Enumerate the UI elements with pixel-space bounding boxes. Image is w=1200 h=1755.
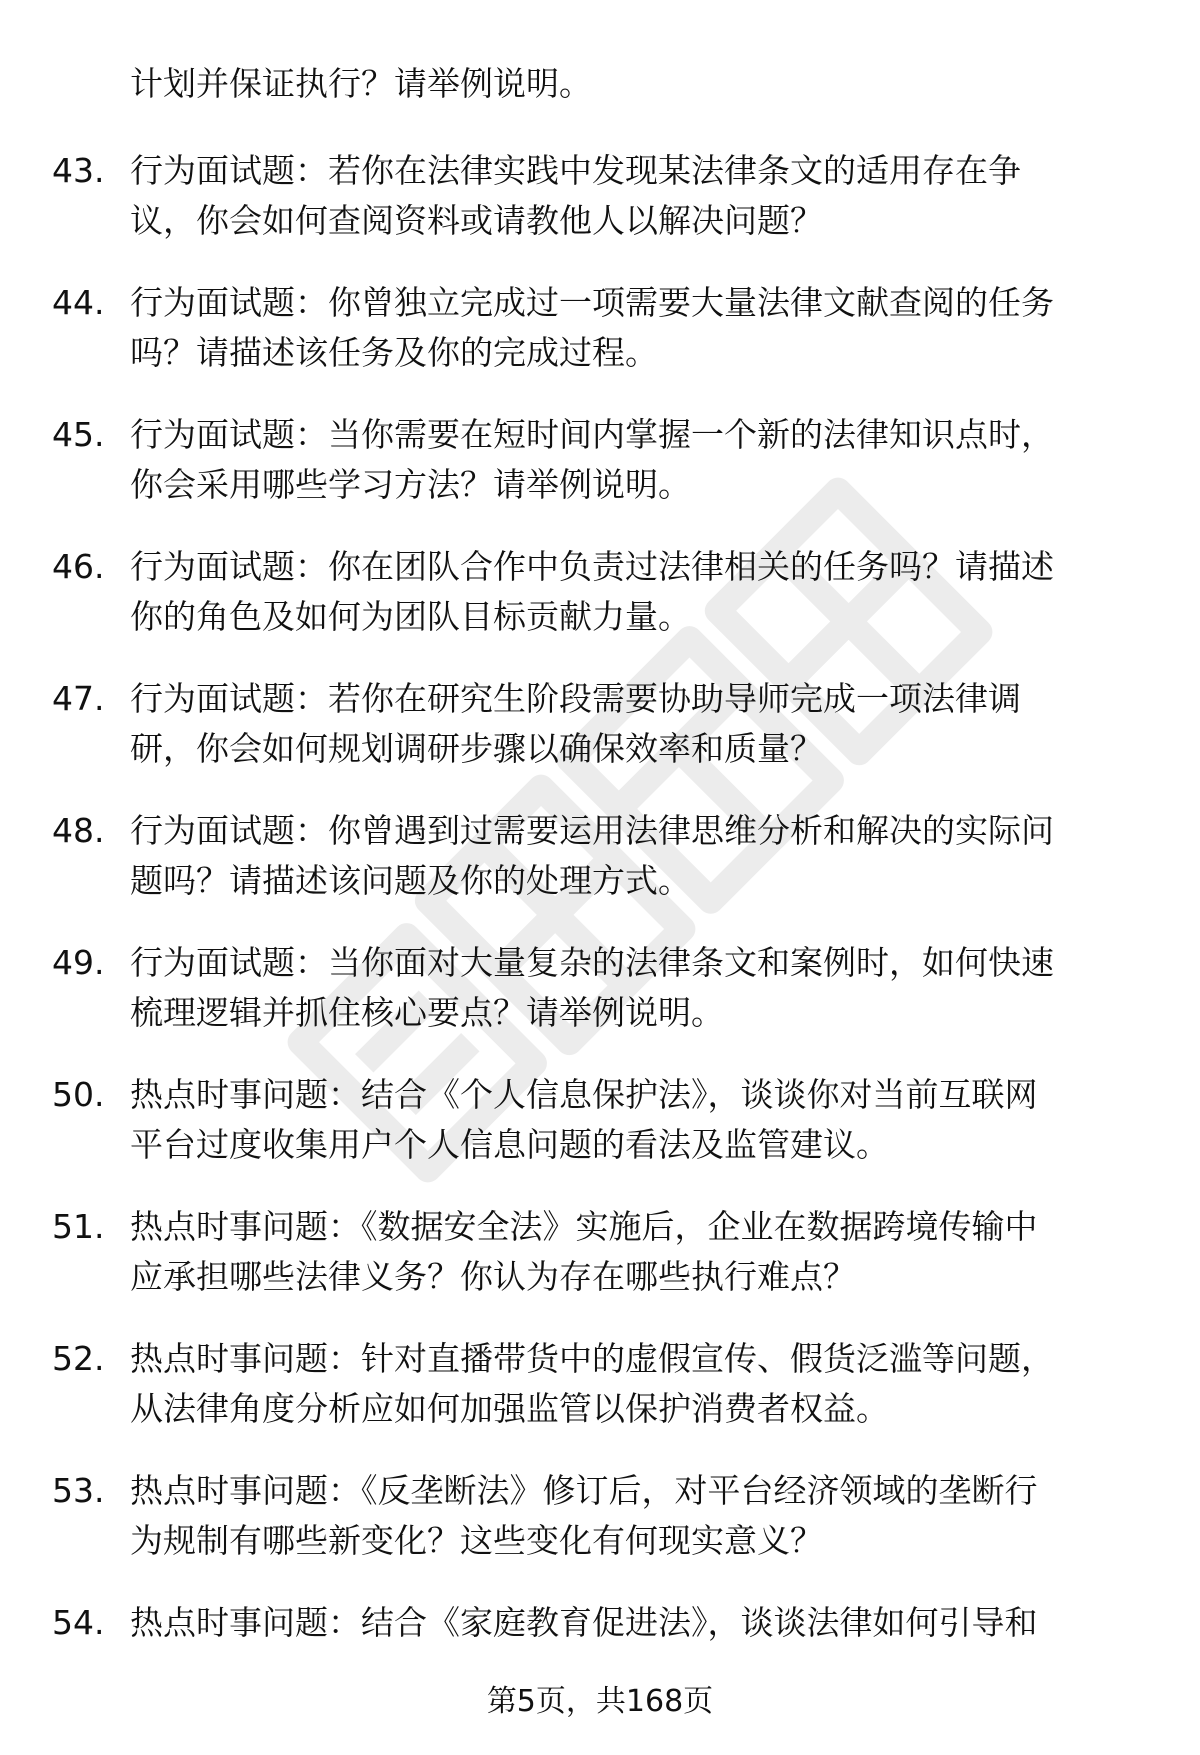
question-text-line-2: 从法律角度分析应如何加强监管以保护消费者权益。 bbox=[130, 1389, 889, 1428]
question-number: 47. bbox=[52, 679, 105, 718]
question-number: 50. bbox=[52, 1075, 105, 1114]
question-text-line-2: 议，你会如何查阅资料或请教他人以解决问题？ bbox=[130, 201, 823, 240]
question-text-line-2: 平台过度收集用户个人信息问题的看法及监管建议。 bbox=[130, 1125, 889, 1164]
question-item bbox=[0, 409, 1200, 541]
question-number: 45. bbox=[52, 415, 105, 454]
question-text-line-2: 研，你会如何规划调研步骤以确保效率和质量？ bbox=[130, 729, 823, 768]
question-item bbox=[0, 277, 1200, 409]
question-text-line-1: 行为面试题：若你在法律实践中发现某法律条文的适用存在争 bbox=[130, 151, 1021, 190]
question-item bbox=[0, 937, 1200, 1069]
page-footer: 第5页，共168页 bbox=[486, 1684, 714, 1719]
question-text-line-1: 热点时事问题：《反垄断法》修订后，对平台经济领域的垄断行 bbox=[130, 1471, 1038, 1510]
question-text-line-1: 行为面试题：你曾遇到过需要运用法律思维分析和解决的实际问 bbox=[130, 811, 1054, 850]
question-number: 54. bbox=[52, 1603, 105, 1642]
question-number: 53. bbox=[52, 1471, 105, 1510]
question-item bbox=[0, 1201, 1200, 1333]
question-number: 46. bbox=[52, 547, 105, 586]
question-text-line-1: 热点时事问题：《数据安全法》实施后，企业在数据跨境传输中 bbox=[130, 1207, 1038, 1246]
question-list bbox=[0, 145, 1200, 1729]
question-text-line-1: 行为面试题：你曾独立完成过一项需要大量法律文献查阅的任务 bbox=[130, 283, 1054, 322]
question-item bbox=[0, 541, 1200, 673]
question-number: 51. bbox=[52, 1207, 105, 1246]
question-text-line-2: 你的角色及如何为团队目标贡献力量。 bbox=[130, 597, 691, 636]
question-number: 48. bbox=[52, 811, 105, 850]
question-text-line-2: 吗？请描述该任务及你的完成过程。 bbox=[130, 333, 658, 372]
question-text-line-2: 为规制有哪些新变化？这些变化有何现实意义？ bbox=[130, 1521, 823, 1560]
question-text-line-2: 梳理逻辑并抓住核心要点？请举例说明。 bbox=[130, 993, 724, 1032]
question-text-line-1: 行为面试题：当你需要在短时间内掌握一个新的法律知识点时， bbox=[130, 415, 1054, 454]
question-text-line-1: 热点时事问题：针对直播带货中的虚假宣传、假货泛滥等问题， bbox=[130, 1339, 1054, 1378]
continuation-line: 计划并保证执行？请举例说明。 bbox=[130, 64, 592, 103]
question-text-line-1: 行为面试题：你在团队合作中负责过法律相关的任务吗？请描述 bbox=[130, 547, 1054, 586]
question-item bbox=[0, 1465, 1200, 1597]
question-number: 44. bbox=[52, 283, 105, 322]
question-text-line-2: 应承担哪些法律义务？你认为存在哪些执行难点？ bbox=[130, 1257, 856, 1296]
question-item bbox=[0, 673, 1200, 805]
question-text-line-1: 热点时事问题：结合《家庭教育促进法》，谈谈法律如何引导和 bbox=[130, 1603, 1038, 1642]
question-text-line-2: 题吗？请描述该问题及你的处理方式。 bbox=[130, 861, 691, 900]
question-text-line-1: 行为面试题：若你在研究生阶段需要协助导师完成一项法律调 bbox=[130, 679, 1021, 718]
question-item bbox=[0, 805, 1200, 937]
question-number: 49. bbox=[52, 943, 105, 982]
question-number: 43. bbox=[52, 151, 105, 190]
question-text-line-2: 你会采用哪些学习方法？请举例说明。 bbox=[130, 465, 691, 504]
question-item bbox=[0, 145, 1200, 277]
question-text-line-1: 行为面试题：当你面对大量复杂的法律条文和案例时，如何快速 bbox=[130, 943, 1054, 982]
question-item bbox=[0, 1069, 1200, 1201]
question-text-line-1: 热点时事问题：结合《个人信息保护法》，谈谈你对当前互联网 bbox=[130, 1075, 1038, 1114]
question-number: 52. bbox=[52, 1339, 105, 1378]
question-item bbox=[0, 1333, 1200, 1465]
